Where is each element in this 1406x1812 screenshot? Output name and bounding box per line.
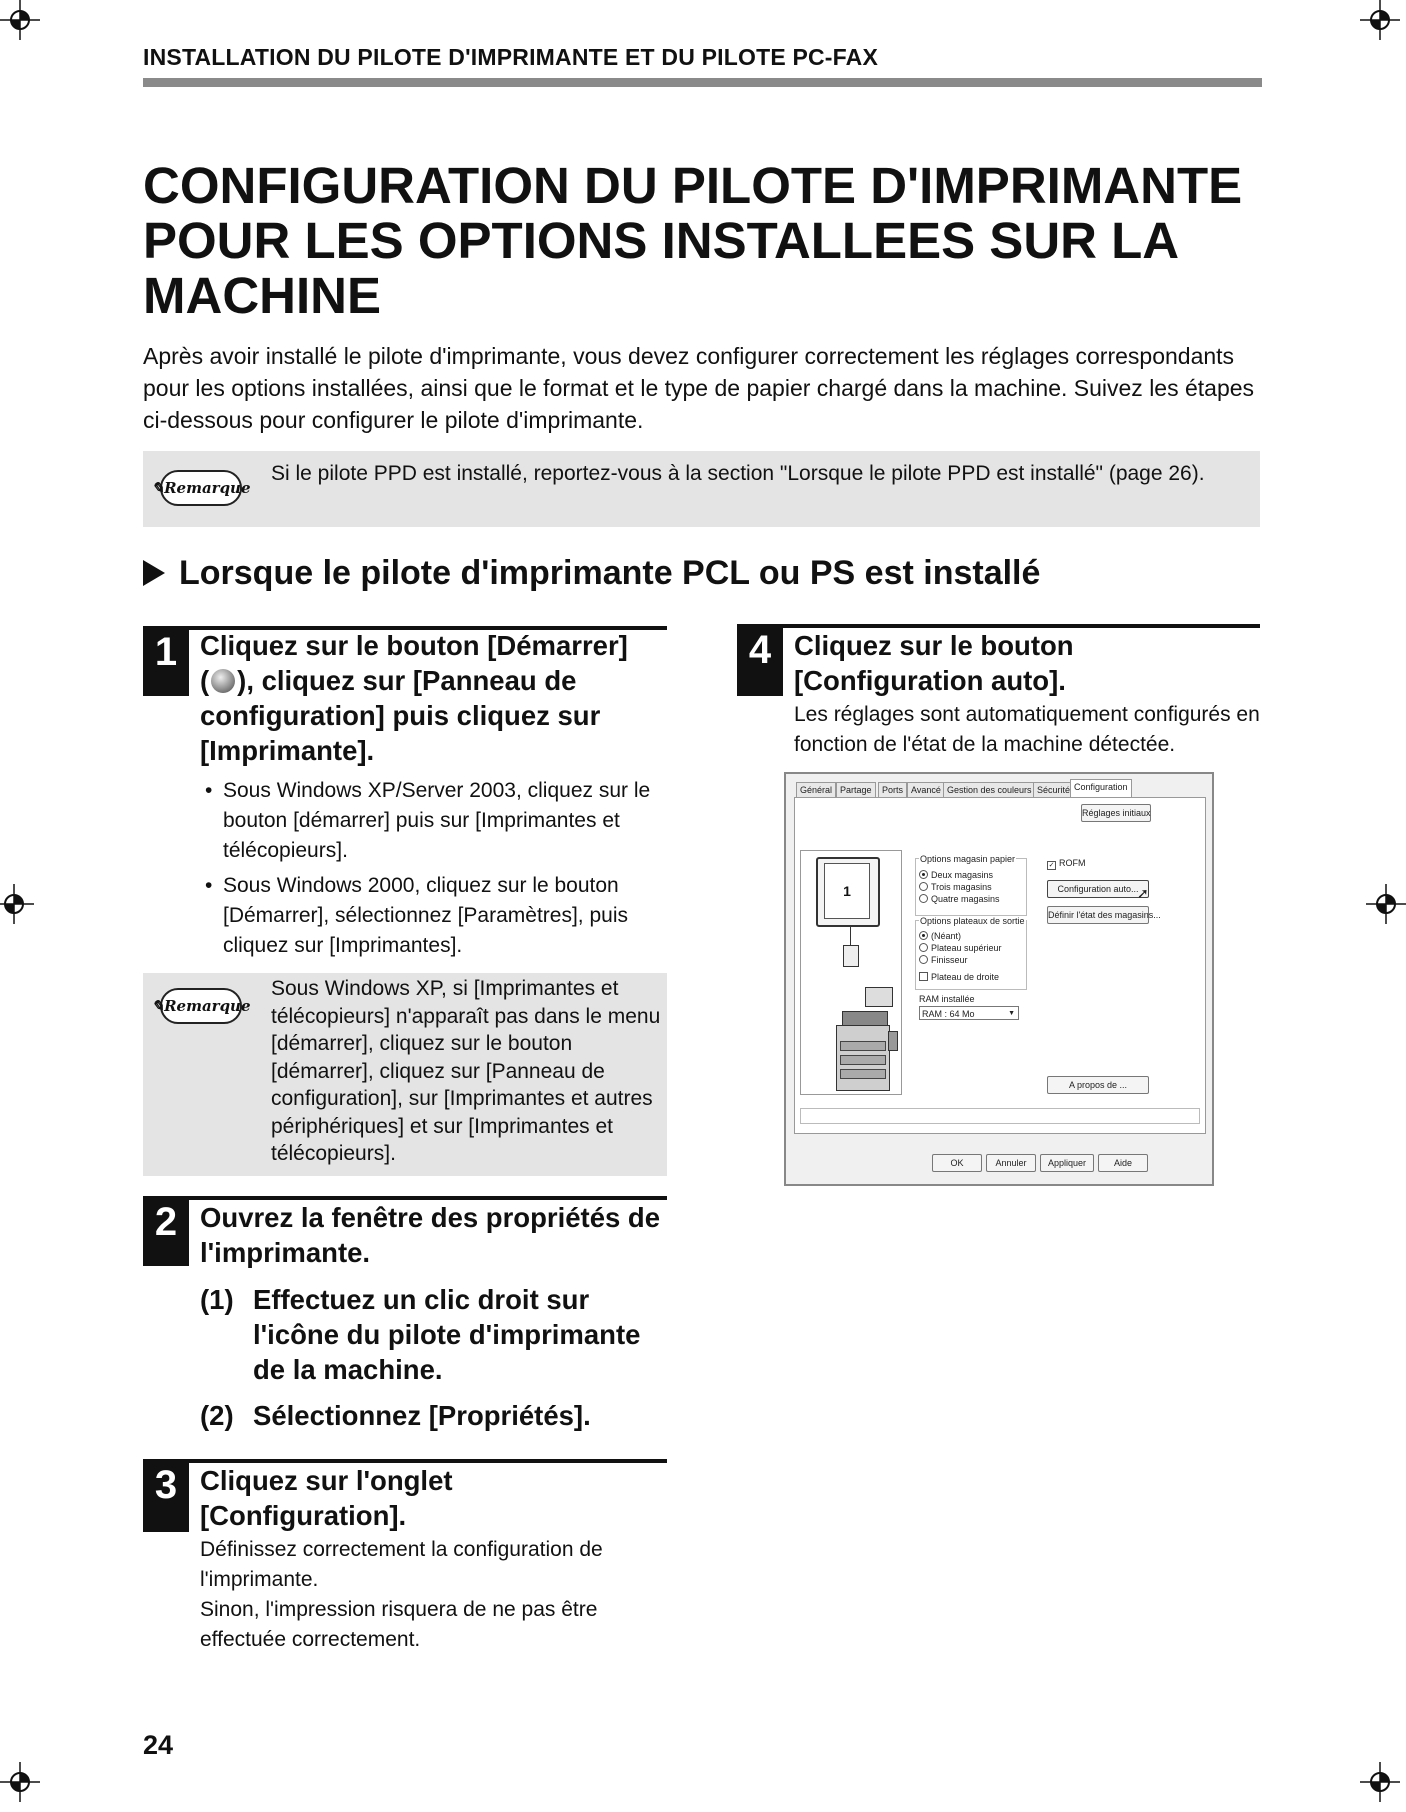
output-option-finisher[interactable]: Finisseur [919,955,968,965]
initial-settings-button[interactable]: Réglages initiaux [1081,804,1151,822]
printer-properties-dialog [784,772,1214,1186]
apply-button[interactable]: Appliquer [1040,1154,1094,1172]
step4-title: Cliquez sur le bouton [Configuration auto]. [794,630,1074,696]
tray-option-two[interactable]: Deux magasins [919,870,993,880]
checkbox-icon: ✓ [1048,862,1055,869]
step1-number: 1 [143,626,189,696]
configuration-panel [794,797,1206,1134]
machine-preview [800,850,902,1095]
connector-line [850,925,851,945]
ram-label: RAM installée [919,994,975,1004]
tab-advanced[interactable]: Avancé [907,782,945,798]
page-number: 24 [143,1730,174,1760]
note-badge: ✎ Remarque [160,988,242,1024]
radio-icon [919,931,928,940]
tab-sharing[interactable]: Partage [836,782,876,798]
right-tray-checkbox[interactable]: Plateau de droite [919,972,999,982]
header-rule [143,78,1262,87]
step4-number: 4 [737,624,783,696]
note-text-ppd: Si le pilote PPD est installé, reportez-vous à la section "Lorsque le pilote PPD est installé" (page 26). [271,462,1205,485]
step3-body: Définissez correctement la configuration de l'imprimante. [200,1538,603,1591]
step4-body: Les réglages sont automatiquement configurés en fonction de l'état de la machine détectée. [794,703,1260,756]
help-button[interactable]: Aide [1098,1154,1148,1172]
page-title: CONFIGURATION DU PILOTE D'IMPRIMANTE POUR LES OPTIONS INSTALLEES SUR LA MACHINE [143,157,1243,324]
tab-color-management[interactable]: Gestion des couleurs [943,782,1036,798]
checkbox-icon [919,972,928,981]
intro-paragraph: Après avoir installé le pilote d'imprimante, vous devez configurer correctement les réglages correspondants pour les options installées, ainsi que le format et le type de papier chargé dans la machine. Suivez les étapes ci-dessous pour configurer le pilote d'imprimante. [143,343,1255,433]
section-heading: Lorsque le pilote d'imprimante PCL ou PS est installé [143,554,1040,593]
step2-number: 2 [143,1196,189,1266]
paper-sheet: 1 [824,863,870,919]
step1-title: Cliquez sur le bouton [Démarrer] ( ), cliquez sur [Panneau de configuration] puis cliquez sur [Imprimante]. [200,630,628,766]
step1-bullet: • Sous Windows 2000, cliquez sur le bouton [Démarrer], sélectionnez [Paramètres], puis cliquez sur [Imprimantes]. [205,874,628,957]
registration-mark-mid-right [1366,884,1406,924]
note-badge: ✎ Remarque [160,470,242,506]
radio-icon [919,882,928,891]
auto-configuration-button[interactable]: Configuration auto... [1047,880,1149,898]
tray-option-three[interactable]: Trois magasins [919,882,992,892]
printer-machine-icon [836,1011,894,1091]
registration-mark-top-right [1360,0,1400,40]
step3-body: Sinon, l'impression risquera de ne pas être effectuée correctement. [200,1598,598,1651]
panel-separator [800,1108,1200,1124]
tray-options-label: Options magasin papier [920,854,1016,864]
step1-bullet: • Sous Windows XP/Server 2003, cliquez sur le bouton [démarrer] puis sur [Imprimantes et télécopieurs]. [205,779,651,862]
paper-preview [816,857,880,927]
start-button-icon [211,669,235,693]
dropdown-arrow-icon: ▼ [1008,1010,1015,1017]
step2-substep: (1) Effectuez un clic droit sur l'icône du pilote d'imprimante de la machine. [200,1284,641,1385]
tab-general[interactable]: Général [796,782,836,798]
step2-substep: (2) Sélectionnez [Propriétés]. [200,1400,591,1431]
cancel-button[interactable]: Annuler [986,1154,1036,1172]
registration-mark-bottom-right [1360,1762,1400,1802]
registration-mark-top-left [0,0,40,40]
radio-icon [919,894,928,903]
tray-option-four[interactable]: Quatre magasins [919,894,1000,904]
note-pencil-icon: ✎ [151,479,165,497]
note-box-ppd [143,451,1260,527]
note-text-windows-xp: Sous Windows XP, si [Imprimantes et télécopieurs] n'apparaît pas dans le menu [démarrer], cliquez sur le bouton [démarrer], cliquez sur [Panneau de configuration], sur [Imprimantes et autres périphériques] et sur [Imprimantes et télécopieurs]. [271,977,661,1165]
note-box-windows-xp [143,973,667,1176]
output-option-upper-tray[interactable]: Plateau supérieur [919,943,1002,953]
tab-security[interactable]: Sécurité [1033,782,1074,798]
radio-icon [919,955,928,964]
registration-mark-mid-left [0,884,34,924]
output-options-label: Options plateaux de sortie [920,916,1025,926]
tab-configuration[interactable]: Configuration [1070,779,1132,798]
ok-button[interactable]: OK [932,1154,982,1172]
mouse-cursor-icon: ➚ [1137,885,1149,901]
note-pencil-icon: ✎ [151,997,165,1015]
radio-icon [919,943,928,952]
output-option-none[interactable]: (Néant) [919,931,961,941]
rom-checkbox[interactable]: ✓ ROFM [1048,858,1086,869]
radio-icon [919,870,928,879]
tab-ports[interactable]: Ports [878,782,907,798]
step3-title: Cliquez sur l'onglet [Configuration]. [200,1465,453,1531]
small-document-icon [843,945,859,967]
stapled-pages-icon [865,987,893,1007]
about-button[interactable]: A propos de ... [1047,1076,1149,1094]
registration-mark-bottom-left [0,1762,40,1802]
step3-number: 3 [143,1459,189,1532]
ram-select[interactable]: RAM : 64 Mo ▼ [919,1006,1019,1020]
running-header: INSTALLATION DU PILOTE D'IMPRIMANTE ET DU PILOTE PC-FAX [143,44,878,70]
step2-title: Ouvrez la fenêtre des propriétés de l'imprimante. [200,1202,661,1268]
set-tray-status-button[interactable]: Définir l'état des magasins... [1047,906,1149,924]
triangle-icon [143,560,165,586]
